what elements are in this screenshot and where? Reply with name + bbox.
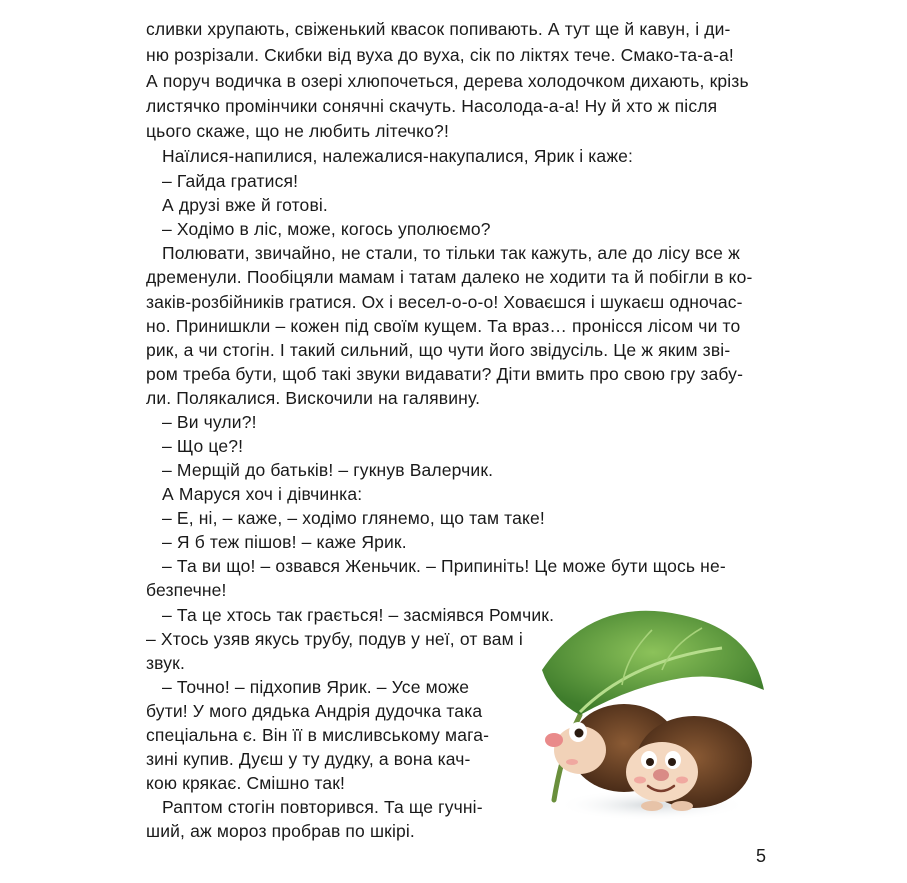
text-line: дременули. Пообіцяли мамам і татам далеко не ходити та й побігли в ко- [146,267,753,287]
text-line: листячко промінчики сонячні скачуть. Насолода-а-а! Ну й хто ж після [146,96,718,116]
text-line: звук. [146,653,185,673]
text-line: – Мерщій до батьків! – гукнув Валерчик. [162,460,494,480]
text-line: – Я б теж пішов! – каже Ярик. [162,532,407,552]
text-line: Наїлися-напилися, належалися-накупалися, Ярик і каже: [162,146,634,166]
text-line: Полювати, звичайно, не стали, то тільки так кажуть, але до лісу все ж [162,243,740,263]
page-number: 5 [756,846,767,866]
text-line: ший, аж мороз пробрав по шкірі. [146,821,415,841]
text-line: цього скаже, що не любить літечко?! [146,121,449,141]
text-line: заків-розбійників гратися. Ох і весел-о-о-о! Ховаєшся і шукаєш одночас- [146,292,743,312]
text-line: – Хтось узяв якусь трубу, подув у неї, от вам і [146,629,523,649]
text-line: А поруч водичка в озері хлюпочеться, дерева холодочком дихають, крізь [146,71,749,91]
text-line: зині купив. Дуєш у ту дудку, а вона кач- [146,749,471,769]
text-line: безпечне! [146,580,227,600]
text-line: – Ви чули?! [162,412,257,432]
text-line: бути! У мого дядька Андрія дудочка така [146,701,483,721]
text-line: – Точно! – підхопив Ярик. – Усе може [162,677,470,697]
text-line: – Та це хтось так грається! – засміявся Ромчик. [162,605,555,625]
text-line: – Е, ні, – каже, – ходімо глянемо, що там таке! [162,508,545,528]
text-line: рик, а чи стогін. І такий сильний, що чути його звідусіль. Це ж яким звi- [146,340,731,360]
text-line: но. Принишкли – кожен під своїм кущем. Та враз… пронісся лісом чи то [146,316,741,336]
text-line: кою крякає. Смішно так! [146,773,346,793]
text-line: – Ходімо в ліс, може, когось уполюємо? [162,219,491,239]
text-line: А друзі вже й готові. [162,195,328,215]
text-line: Раптом стогін повторився. Та ще гучні- [162,797,483,817]
text-line: – Що це?! [162,436,244,456]
text-line: ню розрізали. Скибки від вуха до вуха, сік по ліктях тече. Смако-та-а-а! [146,45,734,65]
text-line: – Гайда гратися! [162,171,299,191]
text-line: сливки хрупають, свіженький квасок попивають. А тут ще й кавун, і ди- [146,19,731,39]
text-line: – Та ви що! – озвався Женьчик. – Припиніть! Це може бути щось не- [162,556,726,576]
text-line: ром треба бути, щоб такі звуки видавати? Діти вмить про свою гру забу- [146,364,744,384]
text-line: А Маруся хоч і дівчинка: [162,484,363,504]
text-line: спеціальна є. Він її в мисливському мага- [146,725,490,745]
text-line: ли. Полякалися. Вискочили на галявину. [146,388,481,408]
hedgehogs-under-leaf-icon [532,600,772,830]
